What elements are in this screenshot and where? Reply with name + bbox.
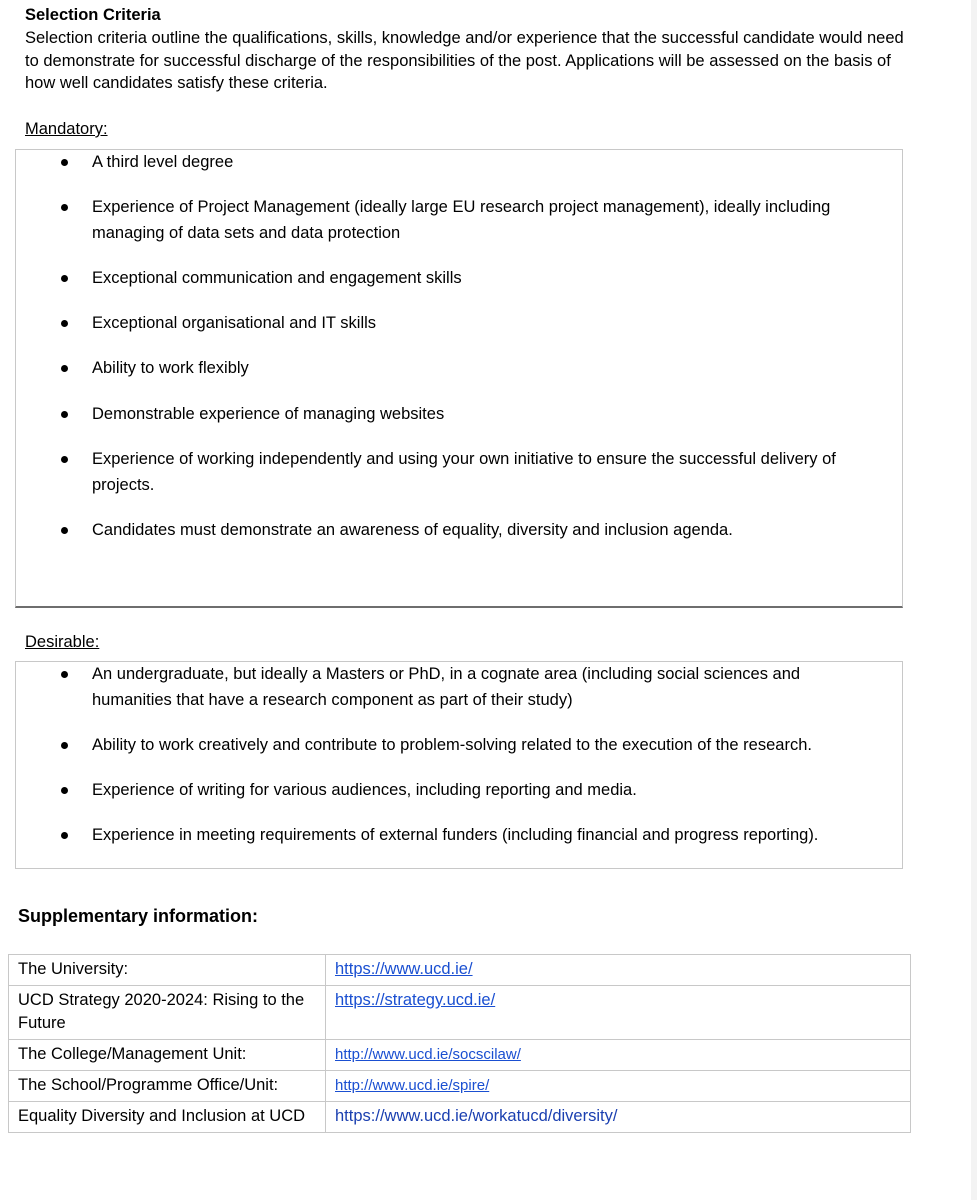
criterion-text: Demonstrable experience of managing websites bbox=[92, 405, 445, 423]
bullet-icon bbox=[61, 671, 68, 678]
row-link-cell bbox=[326, 1040, 911, 1071]
mandatory-label: Mandatory: bbox=[25, 120, 108, 138]
table-row bbox=[9, 955, 911, 986]
criterion-text: Exceptional communication and engagement skills bbox=[92, 269, 462, 287]
list-item bbox=[92, 195, 882, 246]
criterion-text: Exceptional organisational and IT skills bbox=[92, 314, 377, 332]
row-link-cell bbox=[326, 1071, 911, 1102]
university-link[interactable]: https://www.ucd.ie/ bbox=[335, 960, 473, 978]
table-row bbox=[9, 1071, 911, 1102]
row-label: Equality Diversity and Inclusion at UCD bbox=[9, 1102, 326, 1133]
desirable-criteria-box bbox=[15, 661, 903, 869]
list-item bbox=[92, 402, 882, 428]
row-link-cell bbox=[326, 1102, 911, 1133]
list-item bbox=[92, 778, 882, 804]
list-item bbox=[92, 150, 882, 176]
selection-criteria-intro: Selection criteria outline the qualifications, skills, knowledge and/or experience that the successful candidate would need to demonstrate for successful discharge of the responsibilities of the post. Applications will be assessed on the basis of how well candidates satisfy these criteria. bbox=[25, 29, 904, 92]
bullet-icon bbox=[61, 411, 68, 418]
school-link[interactable]: http://www.ucd.ie/spire/ bbox=[335, 1077, 490, 1094]
bullet-icon bbox=[61, 275, 68, 282]
criterion-text: Experience of writing for various audiences, including reporting and media. bbox=[92, 781, 637, 799]
bullet-icon bbox=[61, 320, 68, 327]
bullet-icon bbox=[61, 204, 68, 211]
table-row bbox=[9, 986, 911, 1040]
list-item bbox=[92, 823, 882, 849]
row-label: UCD Strategy 2020-2024: Rising to the Future bbox=[9, 986, 326, 1040]
criterion-text: An undergraduate, but ideally a Masters or PhD, in a cognate area (including social sciences and humanities that have a research component as part of their study) bbox=[92, 665, 801, 709]
selection-criteria-heading: Selection Criteria bbox=[25, 6, 161, 24]
list-item bbox=[92, 447, 882, 498]
supplementary-table bbox=[8, 954, 911, 1133]
bullet-icon bbox=[61, 787, 68, 794]
mandatory-criteria-box bbox=[15, 149, 903, 608]
criterion-text: Ability to work flexibly bbox=[92, 359, 249, 377]
bullet-icon bbox=[61, 527, 68, 534]
list-item bbox=[92, 266, 882, 292]
list-item bbox=[92, 311, 882, 337]
criterion-text: Experience in meeting requirements of external funders (including financial and progress reporting). bbox=[92, 826, 819, 844]
list-item bbox=[92, 662, 882, 713]
row-label: The College/Management Unit: bbox=[9, 1040, 326, 1071]
bullet-icon bbox=[61, 832, 68, 839]
criterion-text: Ability to work creatively and contribute to problem-solving related to the execution of the research. bbox=[92, 736, 812, 754]
table-row bbox=[9, 1102, 911, 1133]
bullet-icon bbox=[61, 159, 68, 166]
criterion-text: Experience of Project Management (ideally large EU research project management), ideally including managing of data sets and data protection bbox=[92, 198, 831, 242]
list-item bbox=[92, 518, 882, 544]
row-label: The School/Programme Office/Unit: bbox=[9, 1071, 326, 1102]
list-item bbox=[92, 356, 882, 382]
desirable-label: Desirable: bbox=[25, 633, 100, 651]
scrollbar[interactable] bbox=[971, 0, 977, 1200]
criterion-text: A third level degree bbox=[92, 153, 234, 171]
criterion-text: Experience of working independently and using your own initiative to ensure the successful delivery of projects. bbox=[92, 450, 836, 494]
row-link-cell bbox=[326, 986, 911, 1040]
bullet-icon bbox=[61, 365, 68, 372]
row-link-cell bbox=[326, 955, 911, 986]
strategy-link[interactable]: https://strategy.ucd.ie/ bbox=[335, 991, 496, 1009]
bullet-icon bbox=[61, 742, 68, 749]
row-label: The University: bbox=[9, 955, 326, 986]
college-link[interactable]: http://www.ucd.ie/socscilaw/ bbox=[335, 1046, 521, 1063]
bullet-icon bbox=[61, 456, 68, 463]
criterion-text: Candidates must demonstrate an awareness of equality, diversity and inclusion agenda. bbox=[92, 521, 733, 539]
supplementary-heading: Supplementary information: bbox=[18, 906, 259, 926]
diversity-link[interactable]: https://www.ucd.ie/workatucd/diversity/ bbox=[335, 1107, 618, 1125]
list-item bbox=[92, 733, 882, 759]
table-row bbox=[9, 1040, 911, 1071]
